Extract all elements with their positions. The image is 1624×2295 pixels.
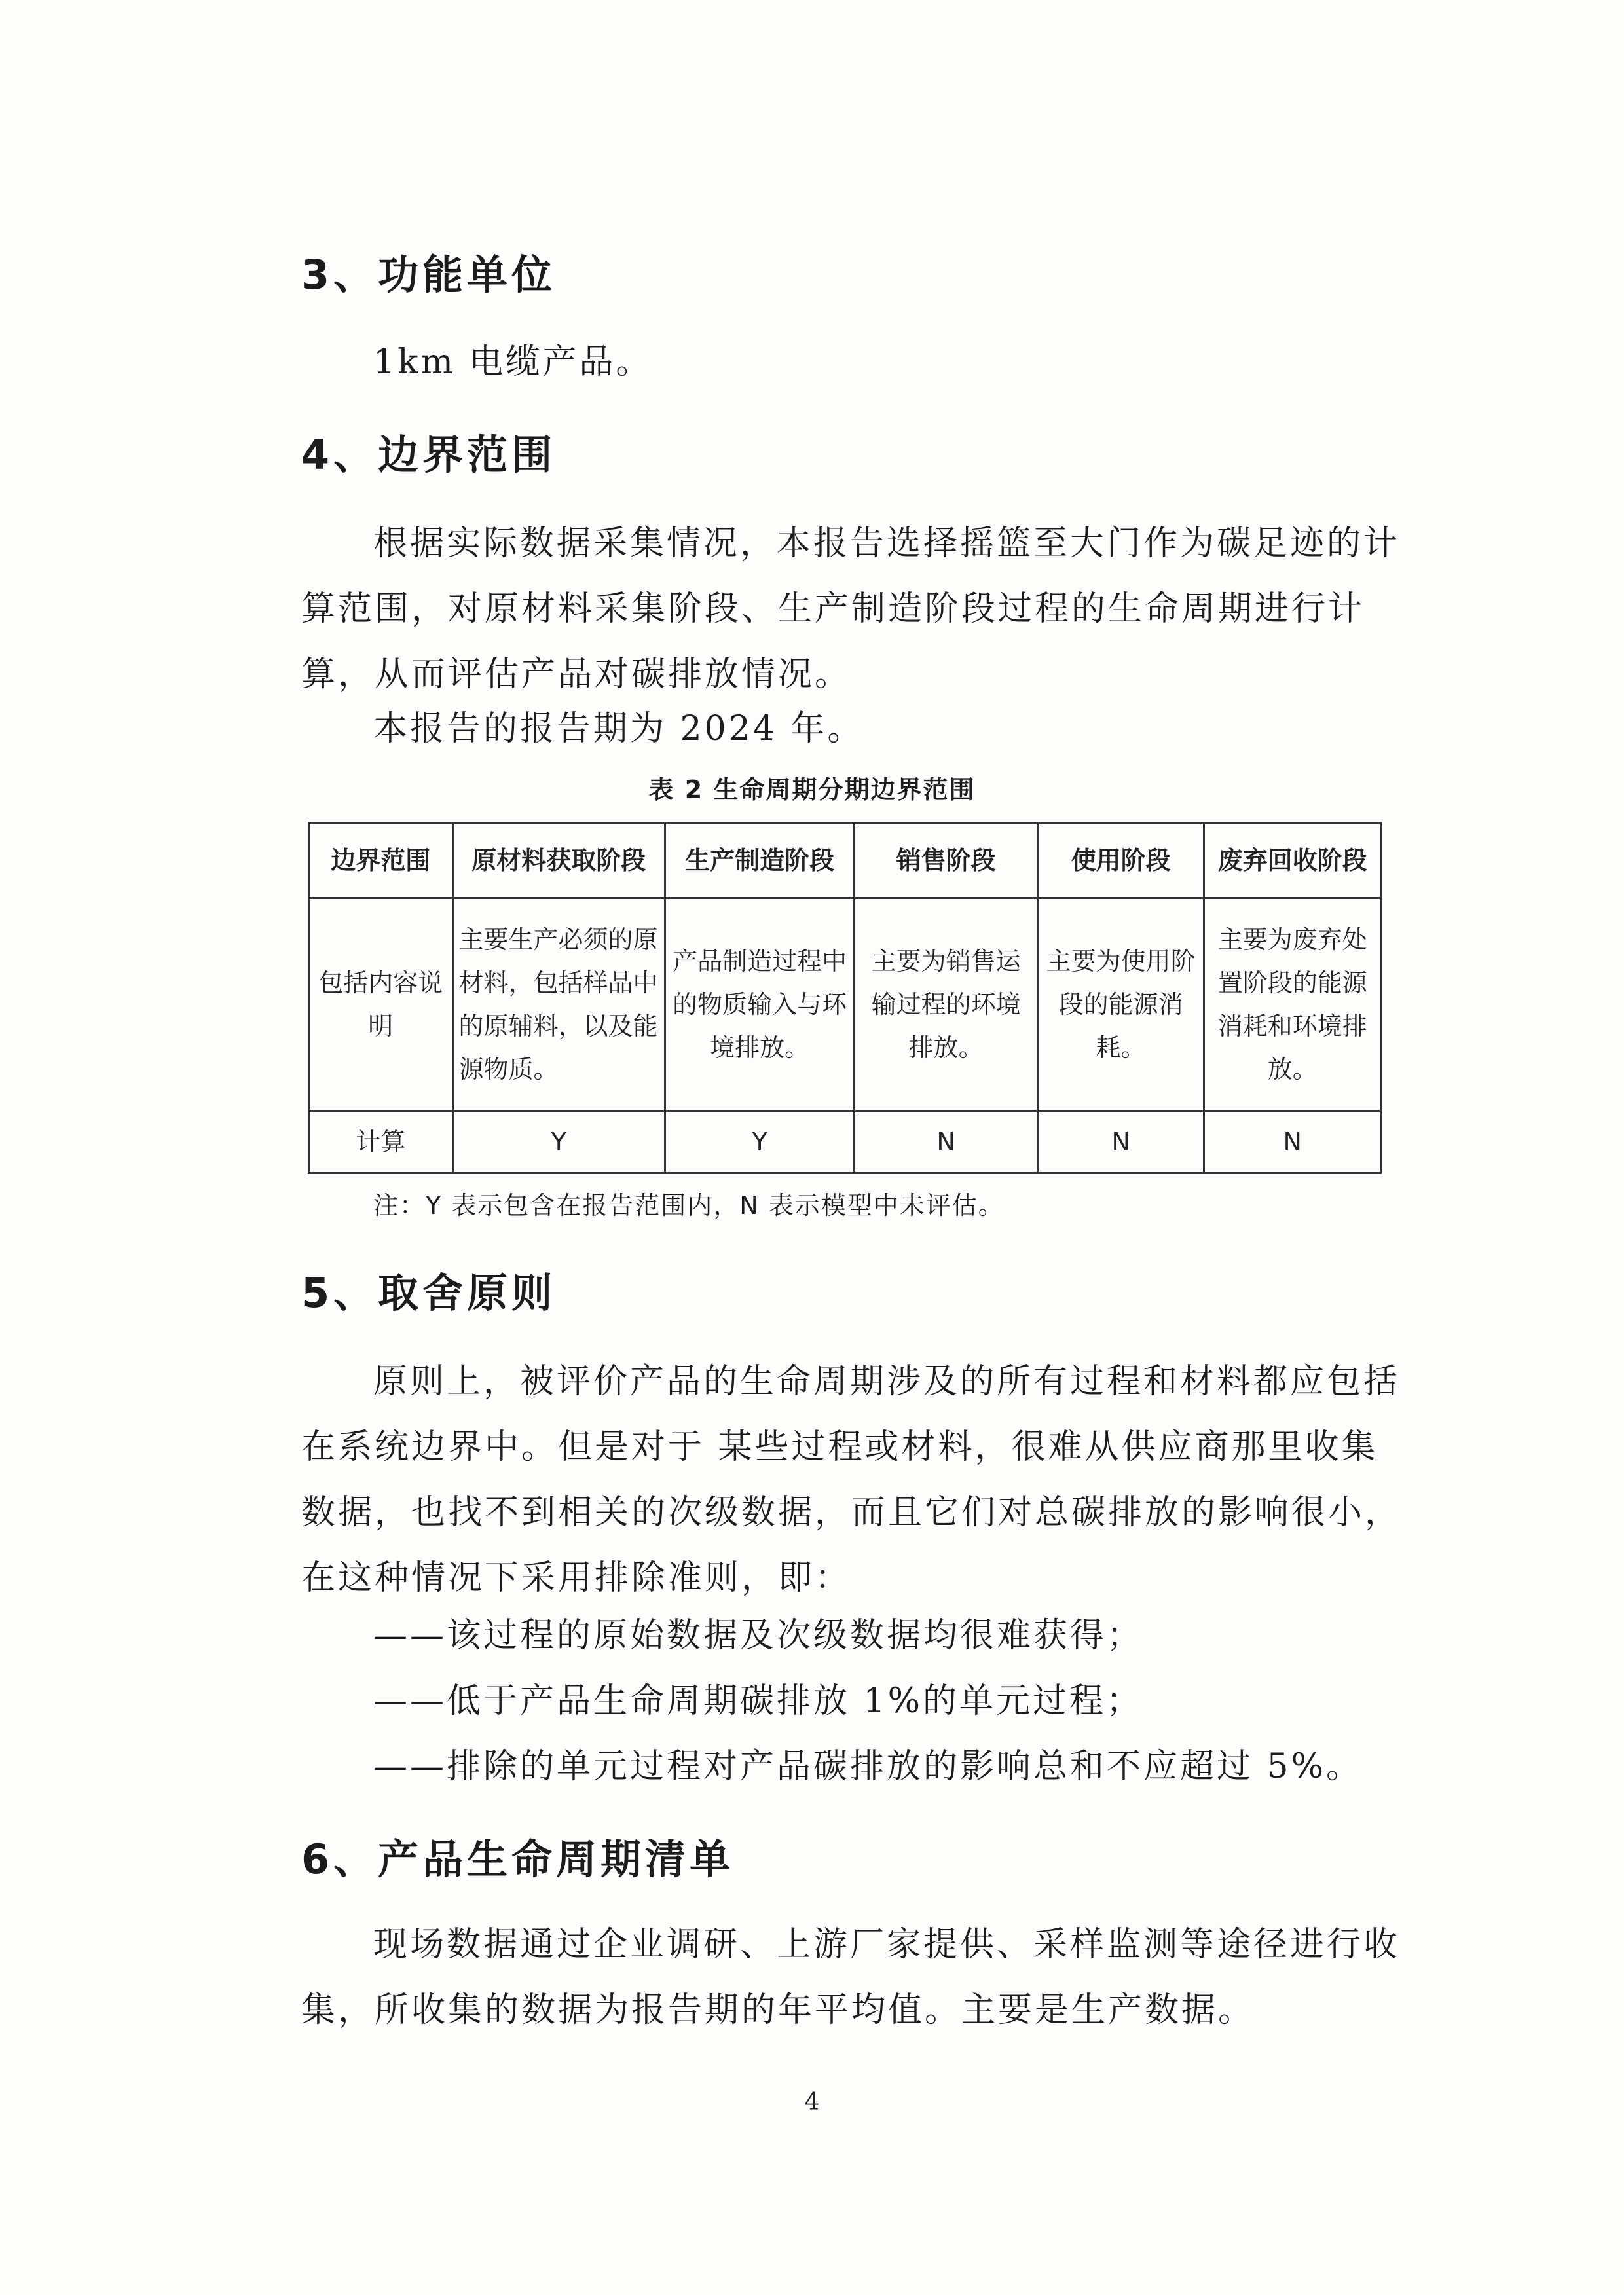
page-number: 4 bbox=[804, 2089, 820, 2116]
section-4-heading: 4、边界范围 bbox=[301, 431, 557, 479]
table-cell: Y bbox=[452, 1111, 665, 1173]
table-header-cell: 销售阶段 bbox=[855, 823, 1037, 898]
table-cell: N bbox=[1037, 1111, 1204, 1173]
section-6-paragraph: 现场数据通过企业调研、上游厂家提供、采样监测等途径进行收集，所收集的数据为报告期的年平均值。主要是生产数据。 bbox=[301, 1925, 1401, 2030]
table-cell: Y bbox=[665, 1111, 854, 1173]
table-note: 注：Y 表示包含在报告范围内，N 表示模型中未评估。 bbox=[373, 1191, 1005, 1220]
table-header-cell: 生产制造阶段 bbox=[665, 823, 854, 898]
table-cell: 包括内容说明 bbox=[309, 898, 453, 1111]
section-3-heading: 3、功能单位 bbox=[301, 251, 557, 299]
table-cell: 计算 bbox=[309, 1111, 453, 1173]
table-header-row bbox=[309, 823, 1381, 898]
table-cell: 产品制造过程中的物质输入与环境排放。 bbox=[665, 898, 854, 1111]
table-cell: 主要为使用阶段的能源消耗。 bbox=[1037, 898, 1204, 1111]
list-item: ——低于产品生命周期碳排放 1%的单元过程； bbox=[373, 1681, 1143, 1721]
table-caption: 表 2 生命周期分期边界范围 bbox=[648, 775, 976, 804]
section-5-heading: 5、取舍原则 bbox=[301, 1269, 557, 1317]
list-item: ——该过程的原始数据及次级数据均很难获得； bbox=[373, 1616, 1144, 1655]
table-cell: 主要生产必须的原材料，包括样品中的原辅料，以及能源物质。 bbox=[452, 898, 665, 1111]
table-cell: 主要为废弃处置阶段的能源消耗和环境排放。 bbox=[1204, 898, 1381, 1111]
boundary-table bbox=[308, 822, 1382, 1174]
table-cell: 主要为销售运输过程的环境排放。 bbox=[855, 898, 1037, 1111]
section-4-paragraph: 根据实际数据采集情况，本报告选择摇篮至大门作为碳足迹的计算范围，对原材料采集阶段、生产制造阶段过程的生命周期进行计算，从而评估产品对碳排放情况。 bbox=[301, 524, 1401, 694]
table-header-cell: 原材料获取阶段 bbox=[452, 823, 665, 898]
table-cell: N bbox=[1204, 1111, 1381, 1173]
table-row bbox=[309, 1111, 1381, 1173]
section-5-paragraph: 原则上，被评价产品的生命周期涉及的所有过程和材料都应包括在系统边界中。但是对于 某些过程或材料，很难从供应商那里收集数据，也找不到相关的次级数据，而且它们对总碳排放的影响很小，在这种情况下采用排除准则，即： bbox=[301, 1362, 1402, 1598]
table-header-cell: 边界范围 bbox=[309, 823, 453, 898]
list-item: ——排除的单元过程对产品碳排放的影响总和不应超过 5%。 bbox=[373, 1747, 1363, 1786]
table-header-cell: 使用阶段 bbox=[1037, 823, 1204, 898]
table-cell: N bbox=[855, 1111, 1037, 1173]
table-row bbox=[309, 898, 1381, 1111]
table-header-cell: 废弃回收阶段 bbox=[1204, 823, 1381, 898]
section-6-heading: 6、产品生命周期清单 bbox=[301, 1835, 735, 1883]
reporting-period-text: 本报告的报告期为 2024 年。 bbox=[373, 709, 864, 748]
section-3-text: 1km 电缆产品。 bbox=[373, 342, 653, 382]
